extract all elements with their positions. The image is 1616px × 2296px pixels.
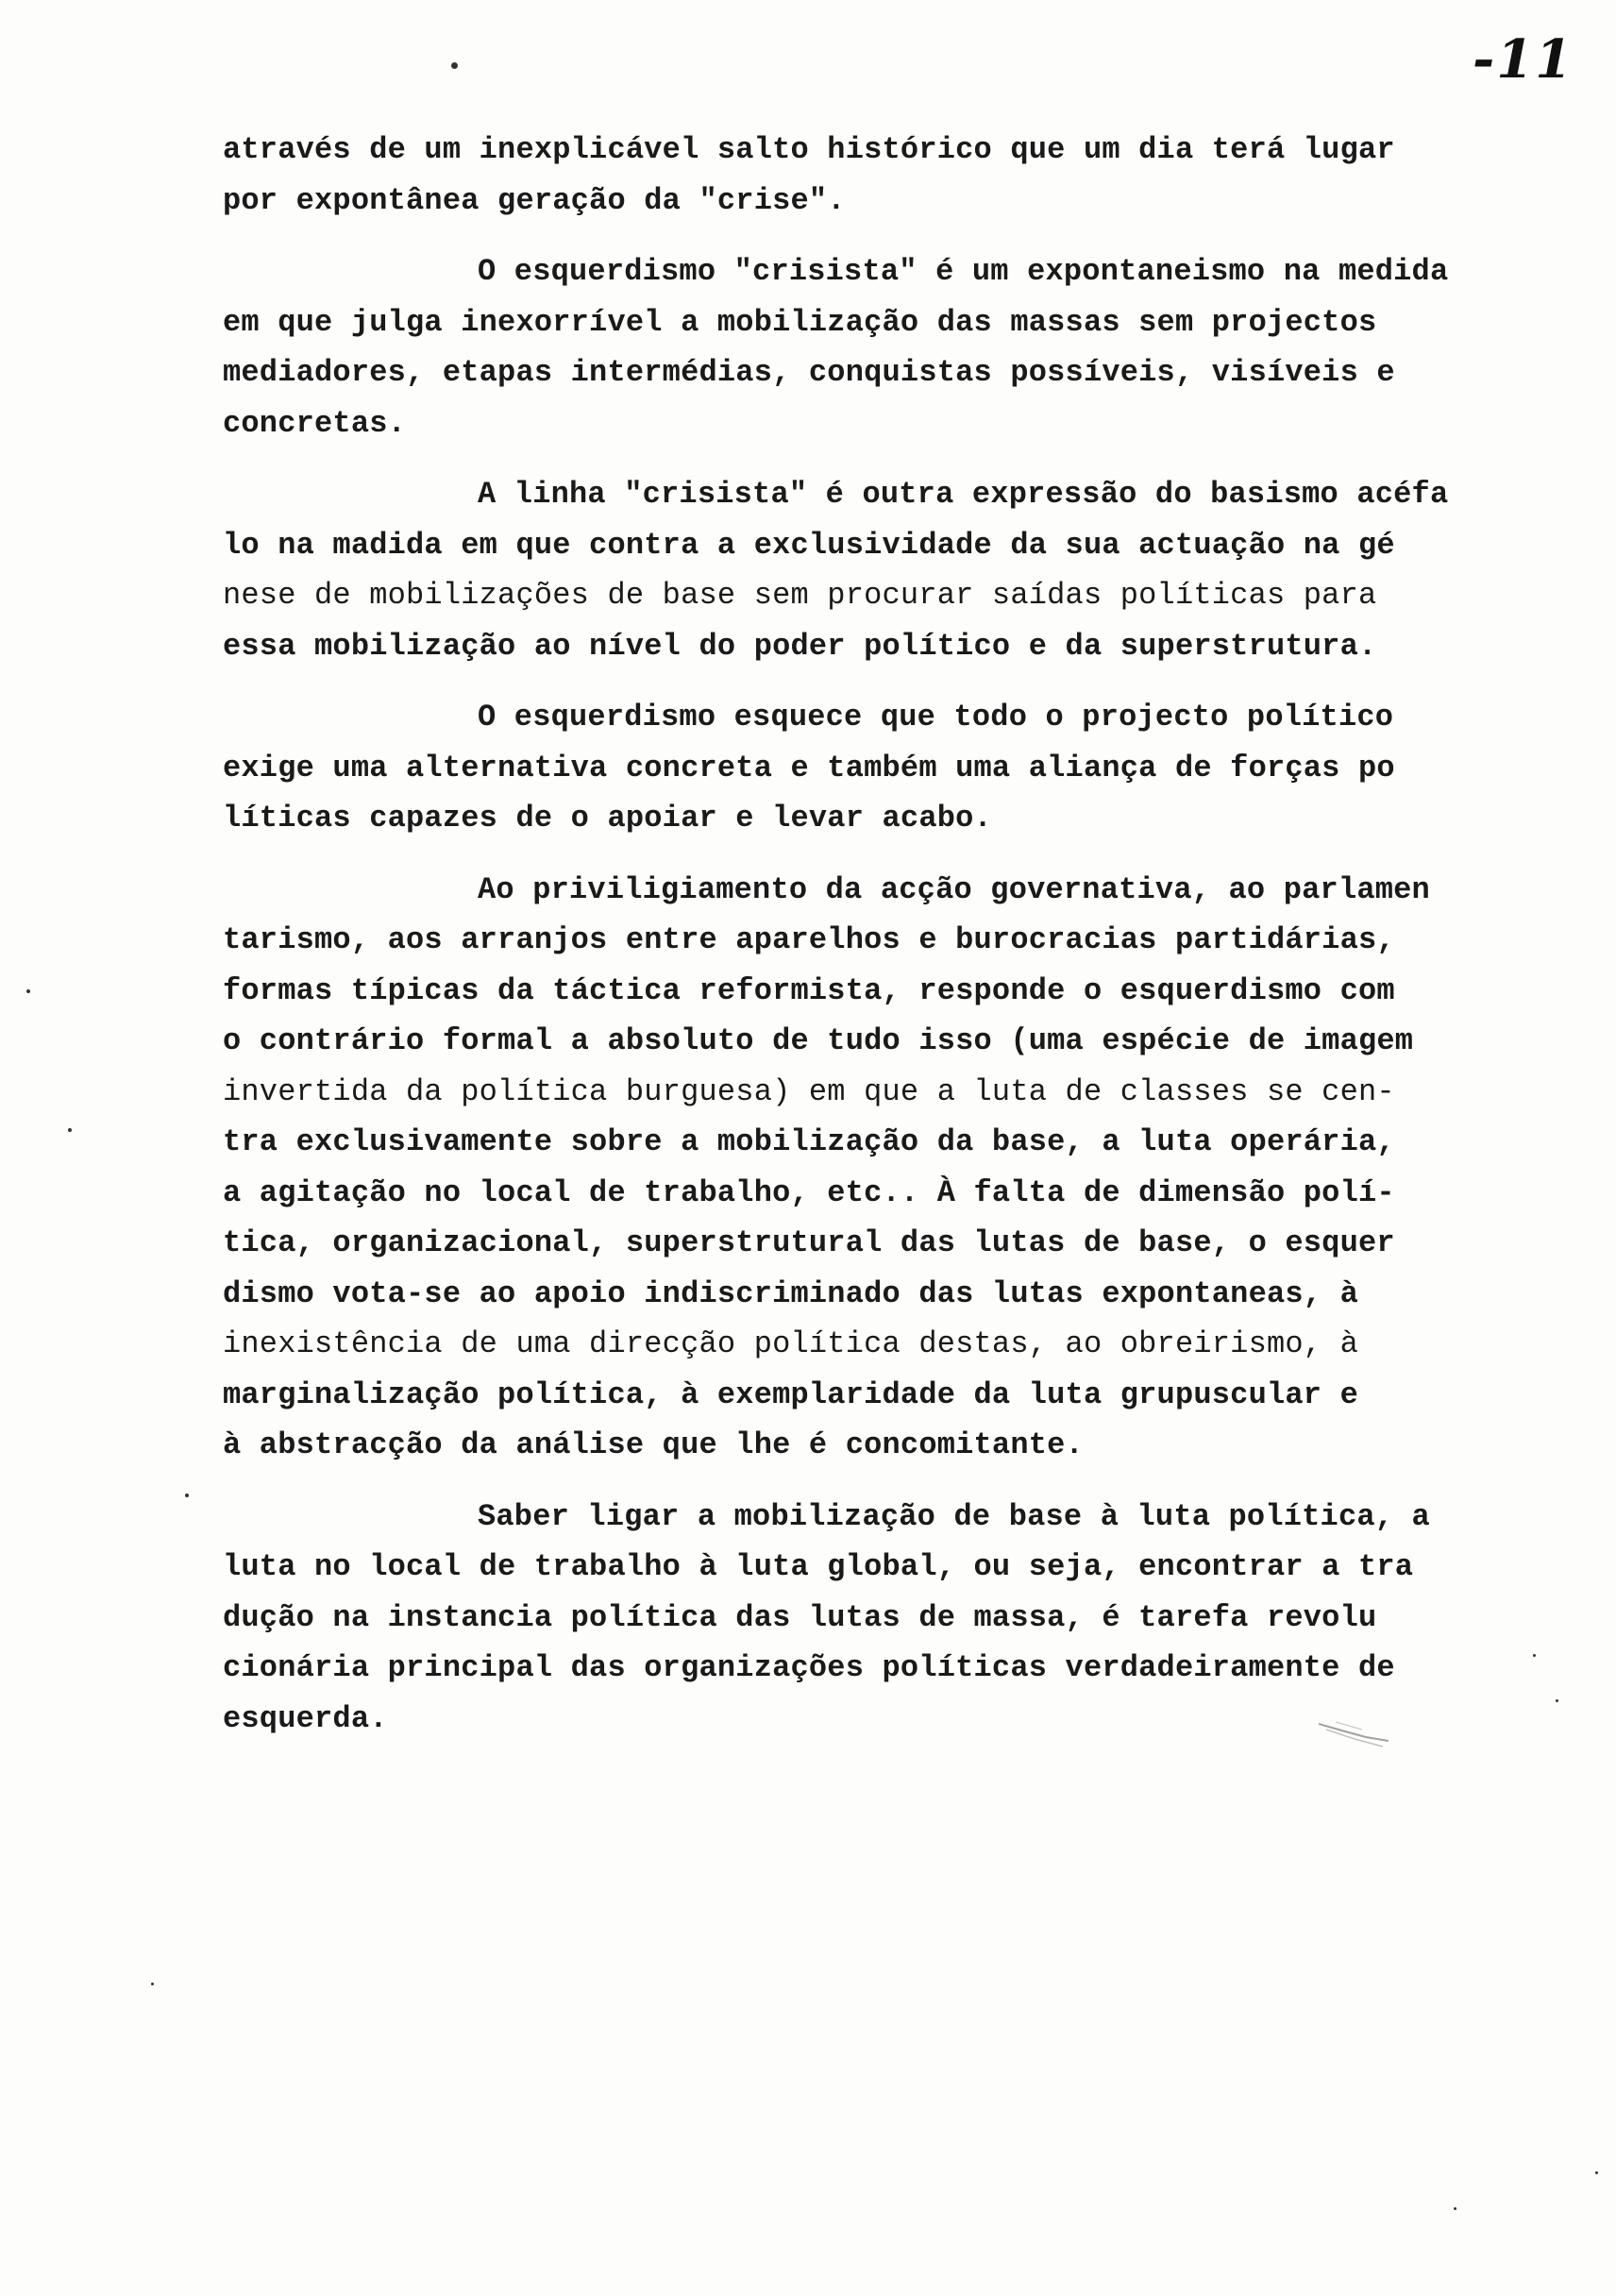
scan-speck xyxy=(1454,2207,1456,2210)
text-line: A linha "crisista" é outra expressão do basismo acéfa xyxy=(478,477,1449,512)
text-line: cionária principal das organizações políticas verdadeiramente de xyxy=(223,1650,1395,1685)
text-line: dismo vota-se ao apoio indiscriminado das lutas expontaneas, à xyxy=(223,1275,1358,1311)
text-line: inexistência de uma direcção política destas, ao obreirismo, à xyxy=(223,1326,1358,1361)
scan-speck xyxy=(151,1983,154,1985)
text-line: Saber ligar a mobilização de base à luta política, a xyxy=(478,1498,1430,1534)
page-number: -11 xyxy=(1473,28,1574,91)
paragraph-4 xyxy=(223,692,1573,844)
text-line: dução na instancia política das lutas de massa, é tarefa revolu xyxy=(223,1599,1377,1635)
text-line: líticas capazes de o apoiar e levar acabo. xyxy=(223,801,992,836)
text-line: esquerda. xyxy=(223,1700,388,1736)
scan-smudge xyxy=(1317,1718,1392,1750)
paragraph-1 xyxy=(223,125,1573,226)
paragraph-6 xyxy=(223,1492,1573,1745)
text-line: o contrário formal a absoluto de tudo isso (uma espécie de imagem xyxy=(223,1023,1414,1058)
text-line: mediadores, etapas intermédias, conquistas possíveis, visíveis e xyxy=(223,355,1395,390)
text-line: luta no local de trabalho à luta global, ou seja, encontrar a tra xyxy=(223,1549,1414,1584)
text-line: O esquerdismo esquece que todo o projecto político xyxy=(478,700,1394,734)
paragraph-2 xyxy=(223,246,1573,448)
text-line: através de um inexplicável salto histórico que um dia terá lugar xyxy=(223,132,1395,167)
text-line: nese de mobilizações de base sem procurar saídas políticas para xyxy=(223,578,1377,613)
text-line: exige uma alternativa concreta e também uma aliança de forças po xyxy=(223,750,1395,785)
scan-speck xyxy=(26,989,30,993)
scan-speck xyxy=(68,1128,72,1132)
text-line: formas típicas da táctica reformista, responde o esquerdismo com xyxy=(223,972,1395,1008)
scan-speck xyxy=(1595,2171,1598,2174)
document-body xyxy=(223,125,1573,1764)
scan-speck xyxy=(1533,1654,1536,1657)
text-line: marginalização política, à exemplaridade da luta grupuscular e xyxy=(223,1376,1358,1412)
text-line: O esquerdismo "crisista" é um expontaneismo na medida xyxy=(478,254,1449,289)
text-line: tra exclusivamente sobre a mobilização da base, a luta operária, xyxy=(223,1124,1395,1159)
text-line: por expontânea geração da "crise". xyxy=(223,182,846,218)
paragraph-5 xyxy=(223,865,1573,1471)
text-line: lo na madida em que contra a exclusividade da sua actuação na gé xyxy=(223,527,1395,563)
text-line: em que julga inexorrível a mobilização das massas sem projectos xyxy=(223,304,1377,340)
scan-speck xyxy=(185,1494,189,1497)
text-line: tica, organizacional, superstrutural das lutas de base, o esquer xyxy=(223,1225,1395,1260)
text-line: essa mobilização ao nível do poder político e da superstrutura. xyxy=(223,628,1377,664)
text-line: invertida da política burguesa) em que a luta de classes se cen- xyxy=(223,1073,1395,1109)
text-line: tarismo, aos arranjos entre aparelhos e burocracias partidárias, xyxy=(223,922,1395,957)
paragraph-3 xyxy=(223,469,1573,671)
scan-speck xyxy=(1556,1699,1558,1702)
text-line: à abstracção da análise que lhe é concomitante. xyxy=(223,1427,1084,1462)
text-line: concretas. xyxy=(223,405,407,441)
text-line: a agitação no local de trabalho, etc.. À falta de dimensão polí- xyxy=(223,1174,1395,1210)
scan-speck xyxy=(451,62,458,69)
text-line: Ao priviligiamento da acção governativa, ao parlamen xyxy=(478,871,1430,907)
